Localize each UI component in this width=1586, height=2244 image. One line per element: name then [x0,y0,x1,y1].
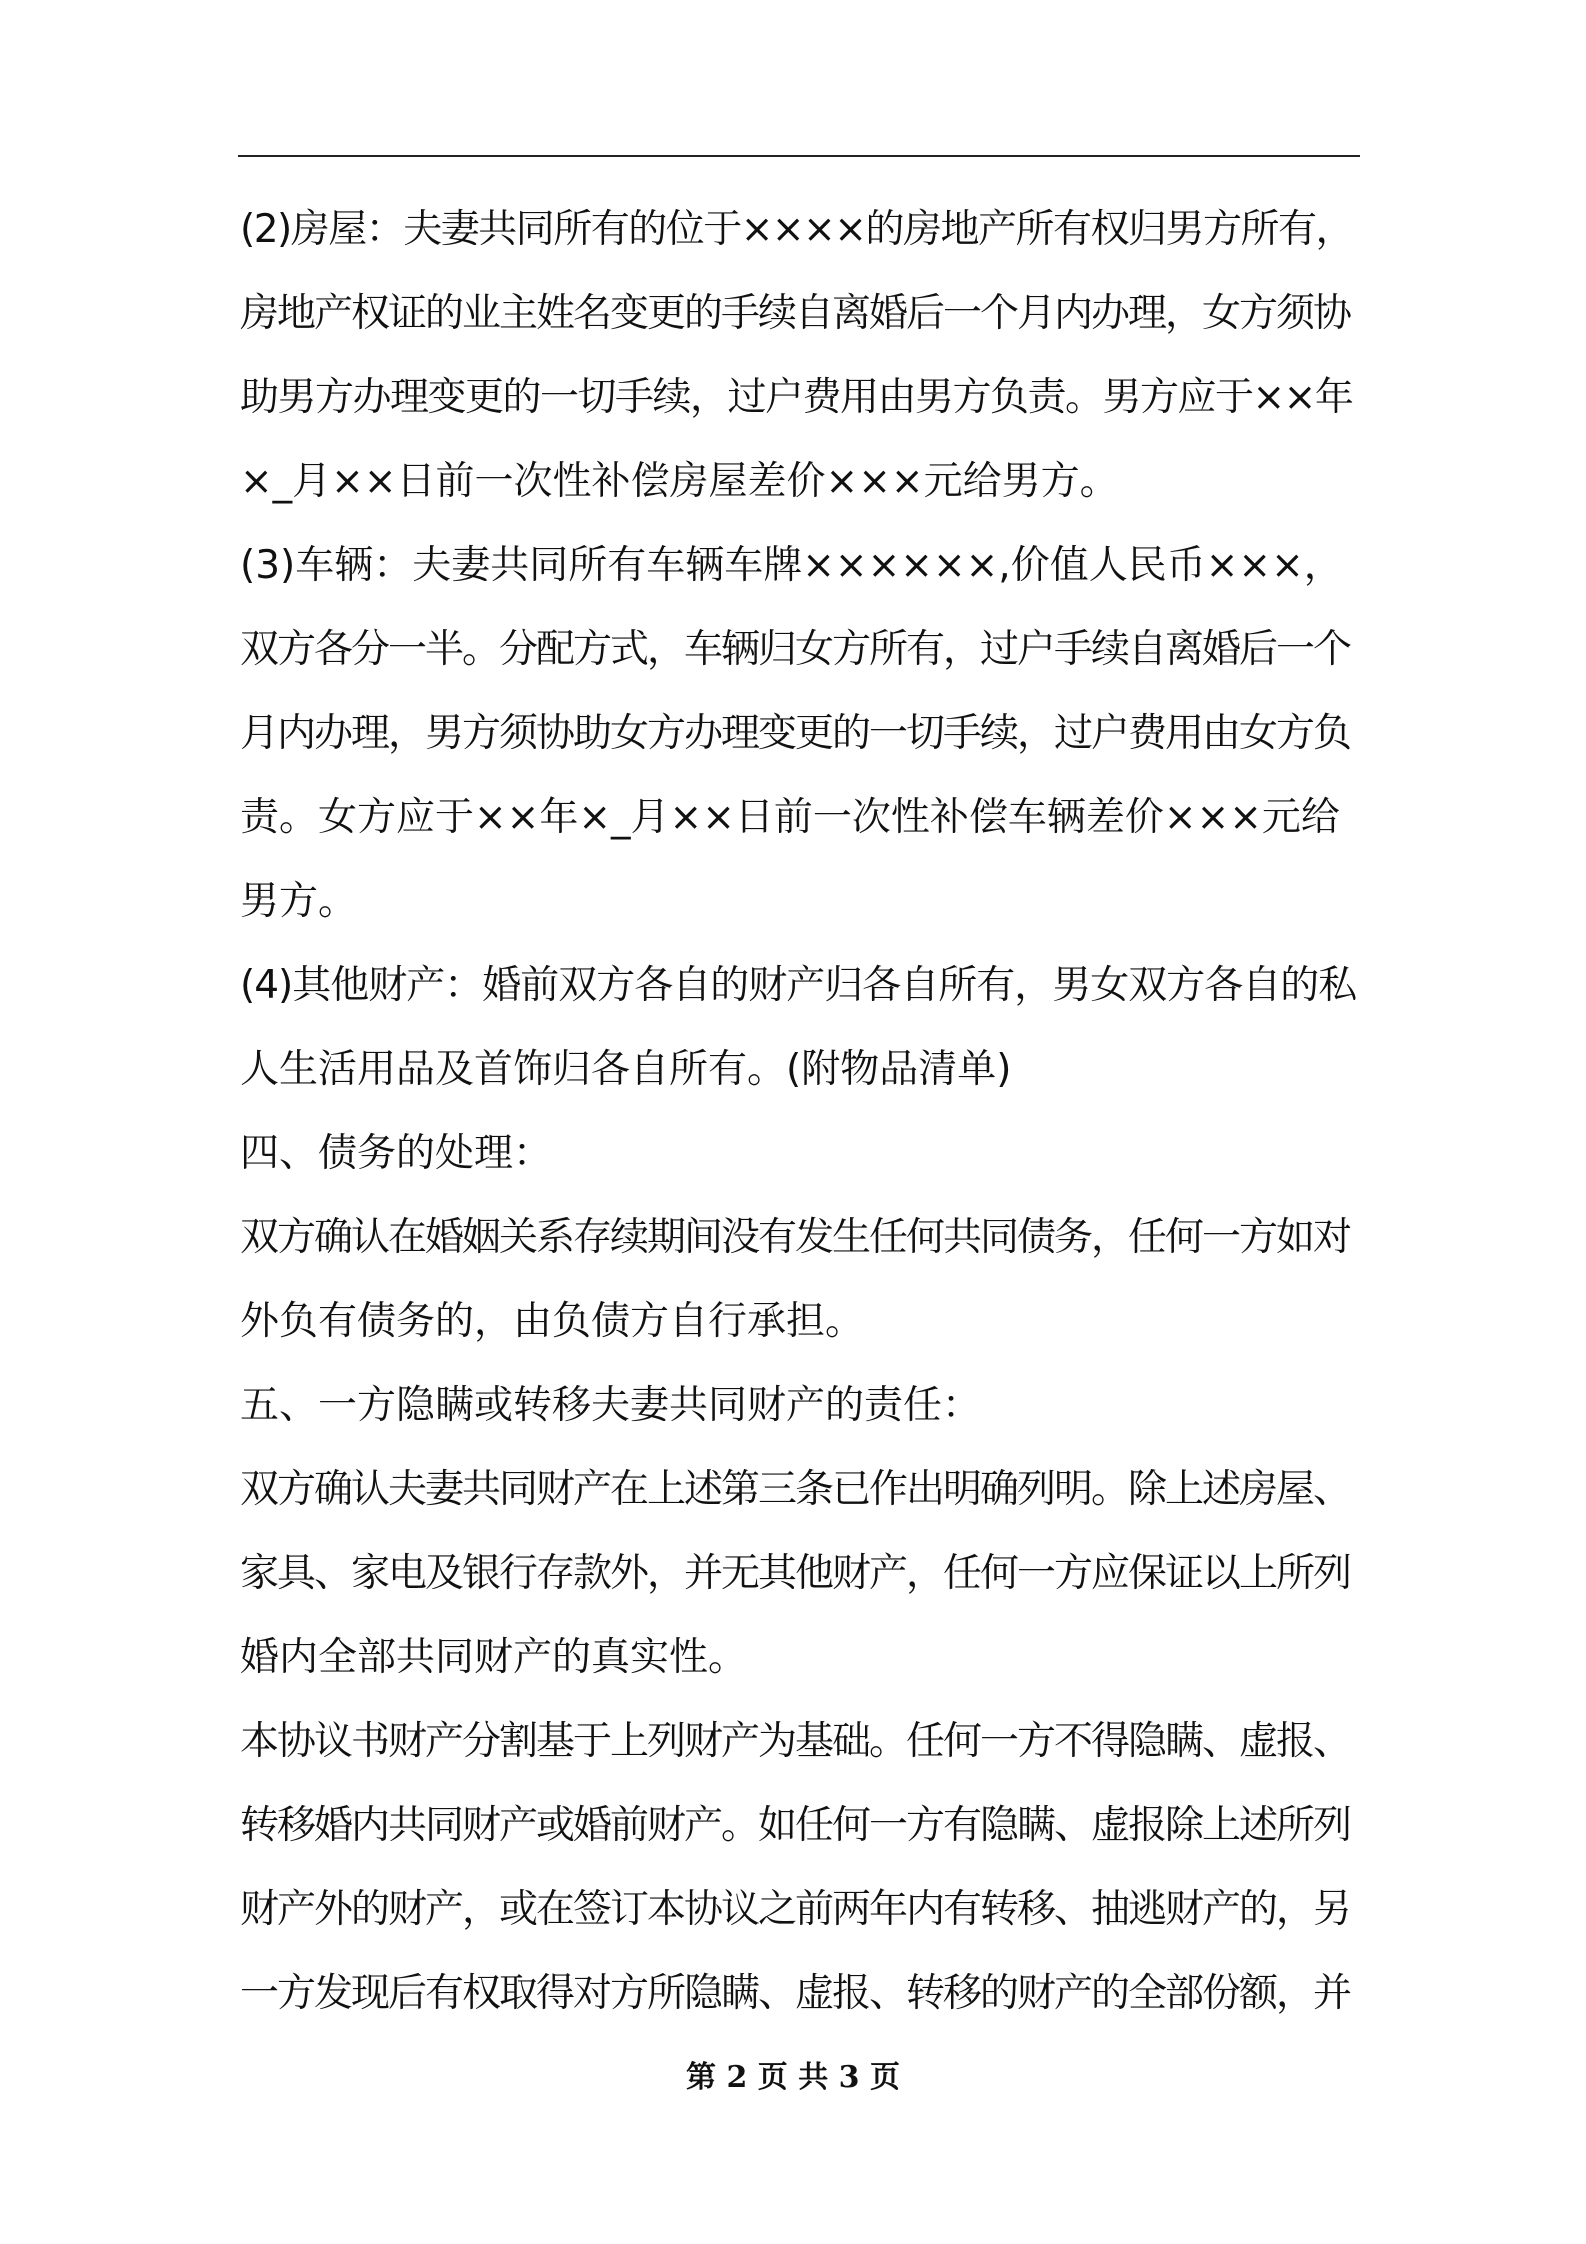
text-line: 一方发现后有权取得对方所隐瞒、虚报、转移的财产的全部份额，并 [240,1971,1351,2016]
text-line: 本协议书财产分割基于上列财产为基础。任何一方不得隐瞒、虚报、 [240,1719,1351,1764]
text-line: 转移婚内共同财产或婚前财产。如任何一方有隐瞒、虚报除上述所列 [240,1803,1351,1848]
text-line: 责。女方应于××年×_月××日前一次性补偿车辆差价×××元给 [240,795,1340,840]
text-line: 财产外的财产，或在签订本协议之前两年内有转移、抽逃财产的，另 [240,1887,1351,1932]
text-line: 人生活用品及首饰归各自所有。(附物品清单) [240,1047,1012,1092]
text-line: (4)其他财产：婚前双方各自的财产归各自所有，男女双方各自的私 [240,963,1357,1008]
text-line: (2)房屋：夫妻共同所有的位于××××的房地产所有权归男方所有， [240,207,1353,252]
page-number-footer: 第 2 页 共 3 页 [686,2060,900,2095]
text-line: 双方确认夫妻共同财产在上述第三条已作出明确列明。除上述房屋、 [240,1467,1351,1512]
text-line: 双方确认在婚姻关系存续期间没有发生任何共同债务，任何一方如对 [240,1215,1351,1260]
text-line: 双方各分一半。分配方式，车辆归女方所有，过户手续自离婚后一个 [240,627,1351,672]
text-line: 月内办理，男方须协助女方办理变更的一切手续，过户费用由女方负 [240,711,1351,756]
text-line: 外负有债务的，由负债方自行承担。 [240,1299,865,1344]
section-heading: 五、一方隐瞒或转移夫妻共同财产的责任： [240,1383,982,1428]
text-line: 家具、家电及银行存款外，并无其他财产，任何一方应保证以上所列 [240,1551,1351,1596]
text-line: ×_月××日前一次性补偿房屋差价×××元给男方。 [240,459,1119,504]
header-divider [238,155,1360,157]
section-heading: 四、债务的处理： [240,1131,553,1176]
text-line: 婚内全部共同财产的真实性。 [240,1635,748,1680]
document-body [240,188,1362,2036]
text-line: 男方。 [240,879,358,924]
text-line: (3)车辆：夫妻共同所有车辆车牌××××××,价值人民币×××， [240,543,1343,588]
text-line: 助男方办理变更的一切手续，过户费用由男方负责。男方应于××年 [240,375,1353,420]
text-line: 房地产权证的业主姓名变更的手续自离婚后一个月内办理，女方须协 [240,291,1351,336]
